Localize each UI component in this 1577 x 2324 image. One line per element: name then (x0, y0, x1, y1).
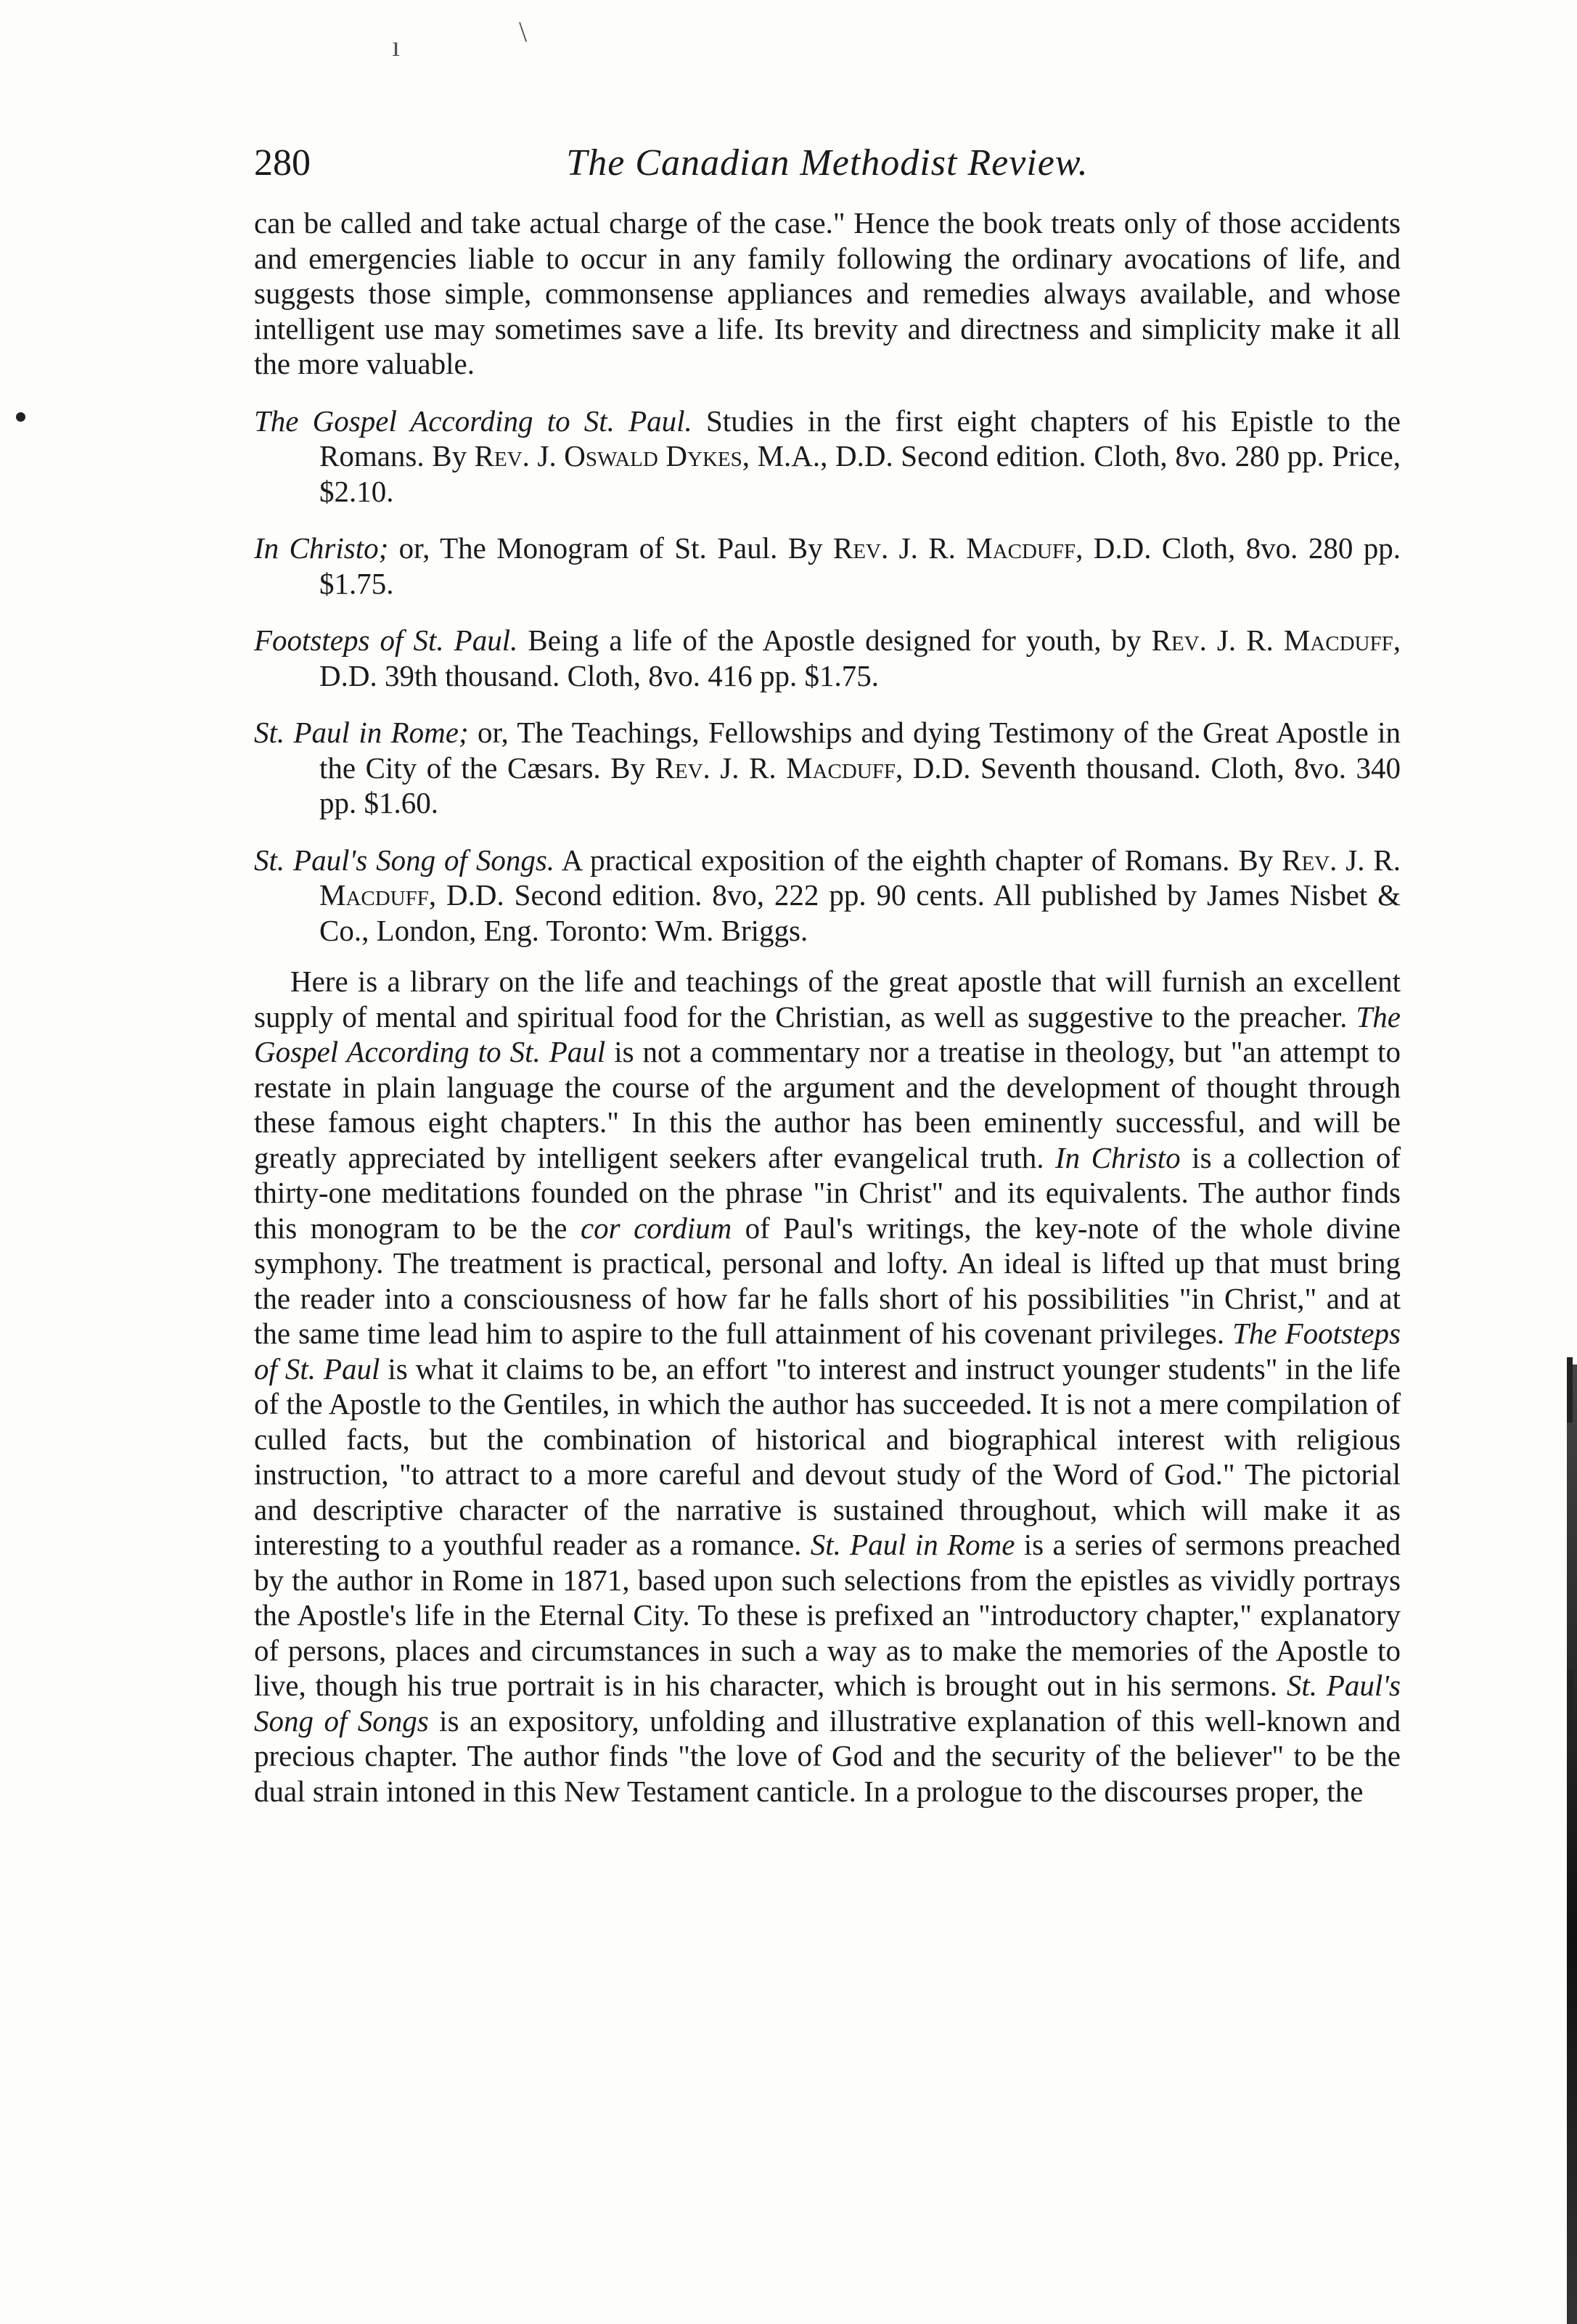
entry-description: or, The Teachings, Fellowships and dying Testimony of the Great Apostle in the City of the Cæsars. By (319, 716, 1401, 785)
book-title: The Gospel According to St. Paul. (254, 404, 692, 438)
latin-phrase: cor cordium (580, 1211, 732, 1245)
page-edge-shadow (1567, 1364, 1577, 2324)
book-page (254, 134, 1401, 1809)
review-text: is what it claims to be, an effort "to interest and instruct younger students" in the life of the Apostle to the Gentiles, in which the author has succeeded. It is not a mere compilation of culled facts, but the combination of historical and biographical interest with religious instruction, "to attract to a more careful and devout study of the Word of God." The pictorial and descriptive character of the narrative is sustained throughout, which will make it as interesting to a youthful reader as a romance. (254, 1351, 1401, 1561)
entry-details: , D.D. 39th thousand. Cloth, 8vo. 416 pp. $1.75. (319, 623, 1401, 692)
entry-author: Rev. J. R. Macduff (319, 843, 1401, 912)
book-title-ref: In Christo (1055, 1140, 1181, 1174)
entry-details: , M.A., D.D. Second edition. Cloth, 8vo. 280 pp. Price, $2.10. (319, 439, 1401, 508)
entry-description: or, The Monogram of St. Paul. By (388, 531, 833, 565)
page-number: 280 (254, 142, 311, 184)
book-title-ref: The Gospel According to St. Paul (254, 999, 1401, 1068)
entry-details: , D.D. Second edition. 8vo, 222 pp. 90 cents. All published by James Nisbet & Co., London, Eng. Toronto: Wm. Briggs. (319, 878, 1401, 947)
entry-author: Rev. J. R. Macduff (1151, 623, 1393, 657)
stray-mark: \ (519, 15, 528, 48)
book-entry (254, 404, 1401, 510)
stray-mark: ı (392, 30, 401, 62)
margin-dot (16, 412, 25, 422)
review-paragraph (254, 964, 1401, 1809)
review-text: is an expository, unfolding and illustrative explanation of this well-known and precious chapter. The author finds "the love of God and the security of the believer" to be the dual strain intoned in this New Testament canticle. In a prologue to the discourses proper, the (254, 1703, 1401, 1808)
entry-details: , D.D. Seventh thousand. Cloth, 8vo. 340 pp. $1.60. (319, 750, 1401, 819)
page-edge-mark (1567, 1357, 1573, 1423)
book-entry (254, 531, 1401, 601)
entry-description: A practical exposition of the eighth chapter of Romans. By (554, 843, 1282, 877)
book-entry (254, 623, 1401, 693)
book-title: St. Paul in Rome; (254, 716, 469, 749)
entry-author: Rev. J. Oswald Dykes (474, 439, 742, 472)
review-text: Here is a library on the life and teachings of the great apostle that will furnish an excellent supply of mental and spiritual food for the Christian, as well as suggestive to the preacher. (254, 965, 1401, 1034)
journal-title: The Canadian Methodist Review. (566, 142, 1089, 184)
book-title-ref: St. Paul in Rome (810, 1528, 1015, 1561)
entry-description: Being a life of the Apostle designed for youth, by (517, 623, 1152, 657)
book-title-ref: The Footsteps of St. Paul (254, 1317, 1401, 1386)
review-text: is a series of sermons preached by the author in Rome in 1871, based upon such selections from the epistles as vividly portrays the Apostle's life in the Eternal City. To these is prefixed an "introductory chapter," explanatory of persons, places and circumstances in such a way as to make the memories of the Apostle to live, though his true portrait is in his character, which is brought out in his sermons. (254, 1528, 1401, 1702)
continued-paragraph: can be called and take actual charge of the case." Hence the book treats only of those accidents and emergencies liable to occur in any family following the ordinary avocations of life, and suggests those simple, commonsense appliances and remedies always available, and whose intelligent use may sometimes save a life. Its brevity and directness and simplicity make it all the more valuable. (254, 206, 1401, 380)
entry-details: , D.D. Cloth, 8vo. 280 pp. $1.75. (319, 531, 1401, 600)
book-title: In Christo; (254, 531, 389, 565)
review-text: is a collection of thirty-one meditations founded on the phrase "in Christ" and its equivalents. The author finds this monogram to be the (254, 1140, 1401, 1245)
entry-description: Studies in the first eight chapters of his Epistle to the Romans. By (319, 404, 1401, 472)
review-text: of Paul's writings, the key-note of the whole divine symphony. The treatment is practical, personal and lofty. An ideal is lifted up that must bring the reader into a consciousness of how far he falls short of his possibilities "in Christ," and at the same time lead him to aspire to the full attainment of his covenant privileges. (254, 1211, 1401, 1350)
review-text: is not a commentary nor a treatise in theology, but "an attempt to restate in plain language the course of the argument and the development of thought through these famous eight chapters." In this the author has been eminently successful, and will be greatly appreciated by intelligent seekers after evangelical truth. (254, 1035, 1401, 1174)
entry-author: Rev. J. R. Macduff (655, 750, 896, 785)
book-title-ref: St. Paul's Song of Songs (254, 1669, 1401, 1738)
book-title: St. Paul's Song of Songs. (254, 843, 555, 877)
running-head (254, 134, 1401, 192)
book-entry (254, 715, 1401, 821)
entry-author: Rev. J. R. Macduff (833, 531, 1076, 565)
page-edge-mark (1567, 1669, 1573, 1756)
book-title: Footsteps of St. Paul. (254, 623, 518, 657)
book-entry (254, 843, 1401, 949)
